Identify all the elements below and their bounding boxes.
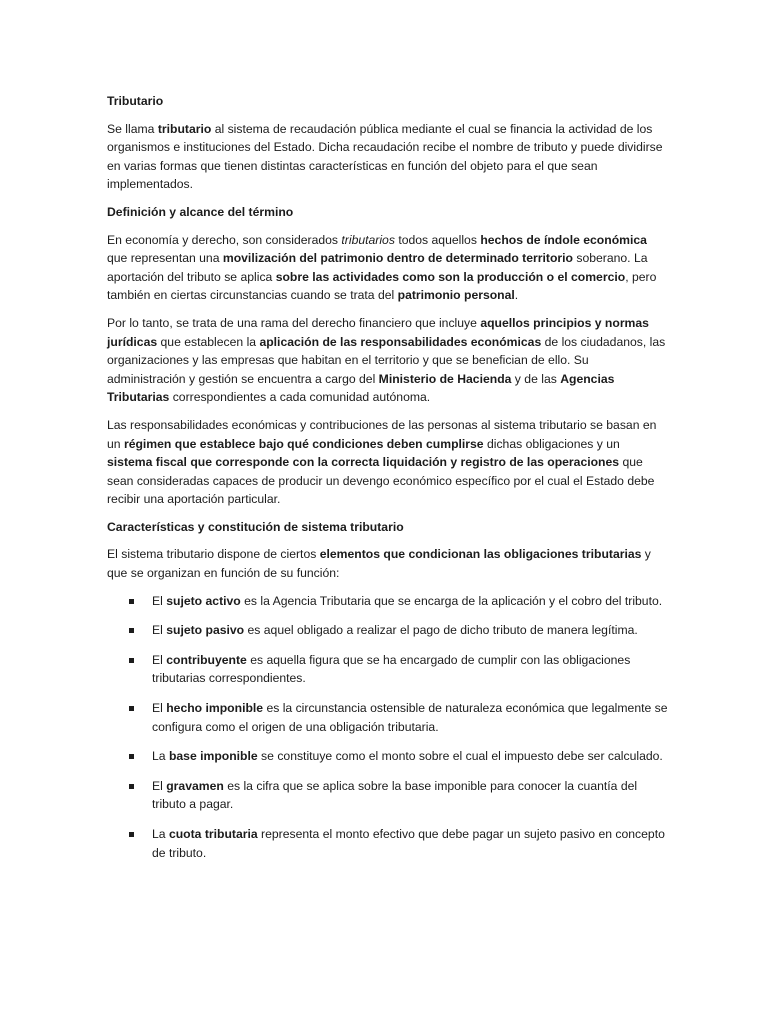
list-item xyxy=(107,621,668,640)
paragraph-responsibilities-run: dichas obligaciones y un xyxy=(483,436,620,451)
list-item-text-run: es aquel obligado a realizar el pago de dicho tributo de manera legítima. xyxy=(244,623,638,638)
list-item xyxy=(107,592,668,611)
paragraph-definition-run: movilización del patrimonio dentro de determinado territorio xyxy=(222,251,573,266)
paragraph-responsibilities xyxy=(107,416,668,509)
paragraph-legal-branch-run: que establecen la xyxy=(157,334,260,349)
paragraph-definition-run: sobre las actividades como son la producción o el comercio xyxy=(275,269,626,284)
paragraph-elements-run: elementos que condicionan las obligaciones tributarias xyxy=(319,547,642,562)
paragraph-responsibilities-run: sistema fiscal que corresponde con la correcta liquidación y registro de las operaciones xyxy=(107,455,620,470)
square-bullet-icon xyxy=(129,599,134,604)
paragraph-responsibilities-run: Las responsabilidades económicas y contribuciones de las personas al sistema tributario se basan en un xyxy=(107,417,657,451)
list-item-text-run: El xyxy=(152,778,167,793)
list-item-text-run: La xyxy=(152,827,169,841)
list-item xyxy=(107,747,668,766)
square-bullet-icon xyxy=(129,658,134,663)
list-item-text-run: es la cifra que se aplica sobre la base imponible para conocer la cuantía del tributo a pagar. xyxy=(152,778,638,812)
square-bullet-icon xyxy=(129,628,134,633)
document-title: Tributario xyxy=(107,94,164,108)
paragraph-legal-branch-run: y de las xyxy=(511,371,561,386)
list-item-text-run: sujeto activo xyxy=(166,593,241,608)
paragraph-definition-run: , pero también en ciertas circunstancias cuando se trata del xyxy=(107,269,657,303)
square-bullet-icon xyxy=(129,784,134,789)
paragraph-elements-run: El sistema tributario dispone de ciertos xyxy=(107,547,320,562)
list-item-text-run: La xyxy=(152,749,169,764)
paragraph-intro-run: al sistema de recaudación pública mediante el cual se financia la actividad de los organismos e instituciones del Estado. Dicha recaudación recibe el nombre de tributo y puede dividirse en varias formas que tienen distintas características en función del objeto para el que sean implementados. xyxy=(107,121,663,192)
list-item-text-run: hecho imponible xyxy=(166,701,264,716)
elements-list xyxy=(107,592,668,863)
list-item-text-run: base imponible xyxy=(168,749,258,764)
list-item-text-run: cuota tributaria xyxy=(168,827,258,841)
list-item-text-run: es aquella figura que se ha encargado de cumplir con las obligaciones tributarias correspondientes. xyxy=(152,652,631,686)
paragraph-elements xyxy=(107,545,668,582)
list-item-text-run: representa el monto efectivo que debe pagar un sujeto pasivo en concepto de tributo. xyxy=(152,827,665,860)
square-bullet-icon xyxy=(129,754,134,759)
paragraph-intro-run: tributario xyxy=(157,121,212,136)
list-item-text-run: es la circunstancia ostensible de naturaleza económica que legalmente se configura como el origen de una obligación tributaria. xyxy=(152,701,668,734)
section-heading-characteristics: Características y constitución de sistema tributario xyxy=(107,519,404,534)
paragraph-legal-branch-run: Por lo tanto, se trata de una rama del derecho financiero que incluye xyxy=(107,315,481,330)
list-item-text-run: sujeto pasivo xyxy=(166,623,245,638)
list-item-text-run: contribuyente xyxy=(166,652,247,667)
paragraph-legal-branch-run: correspondientes a cada comunidad autónoma. xyxy=(169,390,431,405)
paragraph-definition-run: . xyxy=(514,288,519,303)
list-item xyxy=(107,699,668,736)
paragraph-responsibilities-run: que sean consideradas capaces de producir un devengo económico específico por el cual el Estado debe recibir una aportación particular. xyxy=(107,455,655,507)
paragraph-definition-run: hechos de índole económica xyxy=(480,232,647,247)
paragraph-legal-branch-run: aplicación de las responsabilidades económicas xyxy=(259,334,542,349)
list-item-text-run: gravamen xyxy=(166,778,224,793)
paragraph-responsibilities-run: régimen que establece bajo qué condiciones deben cumplirse xyxy=(123,436,484,451)
paragraph-legal-branch-run: de los ciudadanos, las organizaciones y las empresas que habitan en el territorio y que se benefician de ello. Su administración y gestión se encuentra a cargo del xyxy=(107,334,666,386)
paragraph-legal-branch-run: Ministerio de Hacienda xyxy=(378,371,512,386)
paragraph-definition-run: tributarios xyxy=(341,232,395,247)
square-bullet-icon xyxy=(129,832,134,837)
list-item xyxy=(107,777,668,814)
paragraph-legal-branch-run: Agencias Tributarias xyxy=(107,371,615,405)
paragraph-intro xyxy=(107,120,668,194)
list-item-text-run: El xyxy=(152,701,167,716)
paragraph-legal-branch-run: aquellos principios y normas jurídicas xyxy=(107,315,649,349)
section-heading-definition: Definición y alcance del término xyxy=(107,204,294,219)
paragraph-intro-run: Se llama xyxy=(107,121,158,136)
paragraph-legal-branch xyxy=(107,314,668,407)
square-bullet-icon xyxy=(129,706,134,711)
paragraph-definition-run: todos aquellos xyxy=(394,232,481,247)
paragraph-definition-run: que representan una xyxy=(107,251,223,266)
list-item-text-run: se constituye como el monto sobre el cual el impuesto debe ser calculado. xyxy=(257,749,663,764)
list-item-text-run: El xyxy=(152,623,167,638)
list-item xyxy=(107,825,668,862)
paragraph-definition-run: patrimonio personal xyxy=(397,288,515,303)
list-item-text-run: es la Agencia Tributaria que se encarga de la aplicación y el cobro del tributo. xyxy=(240,593,663,608)
list-item-text-run: El xyxy=(152,593,167,608)
list-item-text-run: El xyxy=(152,652,167,667)
paragraph-elements-run: y que se organizan en función de su función: xyxy=(107,547,651,581)
paragraph-definition-run: soberano. La aportación del tributo se aplica xyxy=(107,251,648,284)
list-item xyxy=(107,651,668,688)
paragraph-definition xyxy=(107,231,668,305)
paragraph-definition-run: En economía y derecho, son considerados xyxy=(107,232,342,247)
